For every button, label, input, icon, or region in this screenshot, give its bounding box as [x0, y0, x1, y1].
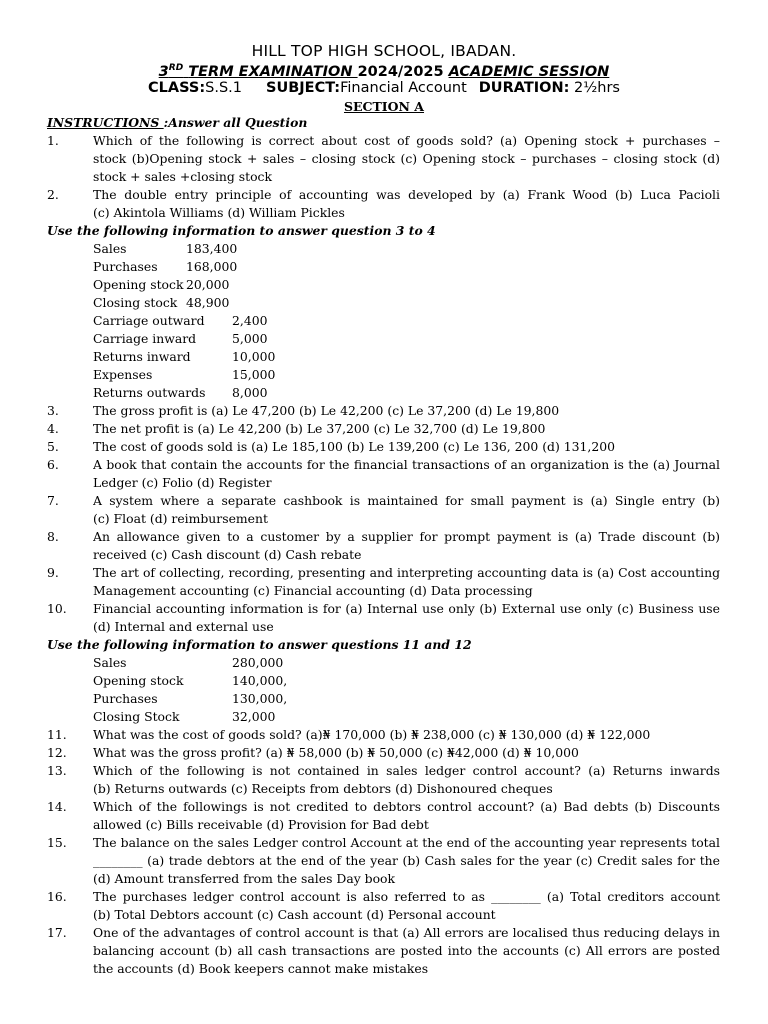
- question-number: 1.: [47, 133, 59, 148]
- question-text: A book that contain the accounts for the financial transactions of an organization is the (a) Journal: [93, 457, 720, 472]
- info-value: 168,000: [186, 259, 238, 274]
- question-text: allowed (c) Bills receivable (d) Provision for Bad debt: [93, 817, 429, 832]
- question-text: The balance on the sales Ledger control Account at the end of the accounting year represents total: [93, 835, 720, 850]
- school-name: HILL TOP HIGH SCHOOL, IBADAN.: [251, 42, 517, 60]
- info-value: 140,000,: [232, 673, 288, 688]
- instructions: INSTRUCTIONS :Answer all Question: [47, 115, 308, 130]
- question-text: (d) Internal and external use: [93, 619, 274, 634]
- class-subject-line: [0, 80, 768, 96]
- question-text: One of the advantages of control account is that (a) All errors are localised thus reducing delays in: [93, 925, 720, 940]
- info-value: 130,000,: [232, 691, 288, 706]
- info-label: Sales: [93, 655, 127, 670]
- info-value: 5,000: [232, 331, 268, 346]
- info-value: 32,000: [232, 709, 276, 724]
- question-number: 15.: [47, 835, 67, 850]
- info-label: Returns inward: [93, 349, 191, 364]
- question-text: The gross profit is (a) Le 47,200 (b) Le 42,200 (c) Le 37,200 (d) Le 19,800: [93, 403, 560, 418]
- question-number: 14.: [47, 799, 67, 814]
- info-value: 48,900: [186, 295, 230, 310]
- info-heading: Use the following information to answer questions 11 and 12: [47, 637, 472, 652]
- question-text: received (c) Cash discount (d) Cash rebate: [93, 547, 362, 562]
- question-number: 4.: [47, 421, 59, 436]
- question-text: (d) Amount transferred from the sales Day book: [93, 871, 396, 886]
- section-heading: SECTION A: [343, 99, 425, 114]
- question-text: Which of the following is correct about cost of goods sold? (a) Opening stock + purchases –: [93, 133, 720, 148]
- info-heading: Use the following information to answer question 3 to 4: [47, 223, 436, 238]
- info-value: 183,400: [186, 241, 238, 256]
- question-text: (b) Returns outwards (c) Receipts from debtors (d) Dishonoured cheques: [93, 781, 553, 796]
- info-value: 8,000: [232, 385, 268, 400]
- info-label: Expenses: [93, 367, 153, 382]
- question-text: (b) Total Debtors account (c) Cash account (d) Personal account: [93, 907, 496, 922]
- question-text: (c) Akintola Williams (d) William Pickles: [93, 205, 345, 220]
- info-value: 10,000: [232, 349, 276, 364]
- class-label: CLASS:: [148, 80, 206, 96]
- question-number: 17.: [47, 925, 67, 940]
- question-text: stock (b)Opening stock + sales – closing stock (c) Opening stock – purchases – closing stock (d): [93, 151, 720, 166]
- question-number: 10.: [47, 601, 67, 616]
- session-label: ACADEMIC SESSION: [448, 64, 610, 80]
- question-number: 2.: [47, 187, 59, 202]
- question-text: The cost of goods sold is (a) Le 185,100 (b) Le 139,200 (c) Le 136, 200 (d) 131,200: [93, 439, 615, 454]
- question-text: An allowance given to a customer by a supplier for prompt payment is (a) Trade discount (b): [93, 529, 720, 544]
- question-text: The net profit is (a) Le 42,200 (b) Le 37,200 (c) Le 32,700 (d) Le 19,800: [93, 421, 546, 436]
- question-number: 7.: [47, 493, 59, 508]
- question-text: The double entry principle of accounting was developed by (a) Frank Wood (b) Luca Pacioli: [93, 187, 720, 202]
- question-number: 16.: [47, 889, 67, 904]
- question-text: Financial accounting information is for (a) Internal use only (b) External use only (c) Business use: [93, 601, 720, 616]
- question-number: 13.: [47, 763, 67, 778]
- exam-title: [0, 63, 768, 80]
- info-label: Carriage outward: [93, 313, 205, 328]
- question-text: Management accounting (c) Financial accounting (d) Data processing: [93, 583, 533, 598]
- question-text: The art of collecting, recording, presenting and interpreting accounting data is (a) Cost accounting: [93, 565, 720, 580]
- class-value: S.S.1: [205, 80, 242, 96]
- question-text: stock + sales +closing stock: [93, 169, 273, 184]
- info-value: 2,400: [232, 313, 268, 328]
- info-label: Purchases: [93, 259, 158, 274]
- question-text: ________ (a) trade debtors at the end of the year (b) Cash sales for the year (c) Credit sales for the: [93, 853, 720, 868]
- info-label: Carriage inward: [93, 331, 197, 346]
- info-label: Returns outwards: [93, 385, 206, 400]
- question-number: 3.: [47, 403, 59, 418]
- info-value: 15,000: [232, 367, 276, 382]
- info-label: Purchases: [93, 691, 158, 706]
- info-label: Sales: [93, 241, 127, 256]
- subject-value: Financial Account: [340, 80, 467, 96]
- question-text: Which of the following is not contained in sales ledger control account? (a) Returns inwards: [93, 763, 720, 778]
- info-value: 20,000: [186, 277, 230, 292]
- info-value: 280,000: [232, 655, 284, 670]
- subject-label: SUBJECT:: [266, 80, 341, 96]
- question-text: (c) Float (d) reimbursement: [93, 511, 268, 526]
- duration-label: DURATION:: [478, 80, 570, 96]
- question-number: 8.: [47, 529, 59, 544]
- question-number: 12.: [47, 745, 67, 760]
- question-number: 11.: [47, 727, 67, 742]
- question-number: 9.: [47, 565, 59, 580]
- question-text: Which of the followings is not credited to debtors control account? (a) Bad debts (b) Discounts: [93, 799, 720, 814]
- question-text: What was the cost of goods sold? (a)₦ 170,000 (b) ₦ 238,000 (c) ₦ 130,000 (d) ₦ 122,000: [93, 727, 651, 742]
- question-text: Ledger (c) Folio (d) Register: [93, 475, 272, 490]
- question-text: the accounts (d) Book keepers cannot make mistakes: [93, 961, 429, 976]
- duration-value: 2½hrs: [569, 80, 620, 96]
- question-text: A system where a separate cashbook is maintained for small payment is (a) Single entry (b): [93, 493, 720, 508]
- question-text: balancing account (b) all cash transactions are posted into the accounts (c) All errors are posted: [93, 943, 720, 958]
- term-number: 3RD TERM EXAMINATION: [158, 63, 358, 80]
- question-number: 5.: [47, 439, 59, 454]
- question-text: The purchases ledger control account is also referred to as ________ (a) Total creditors account: [93, 889, 720, 904]
- info-label: Closing Stock: [93, 709, 180, 724]
- info-label: Opening stock: [93, 277, 184, 292]
- info-label: Opening stock: [93, 673, 184, 688]
- question-text: What was the gross profit? (a) ₦ 58,000 (b) ₦ 50,000 (c) ₦42,000 (d) ₦ 10,000: [93, 745, 579, 760]
- info-label: Closing stock: [93, 295, 178, 310]
- question-number: 6.: [47, 457, 59, 472]
- exam-year: 2024/2025: [357, 64, 449, 80]
